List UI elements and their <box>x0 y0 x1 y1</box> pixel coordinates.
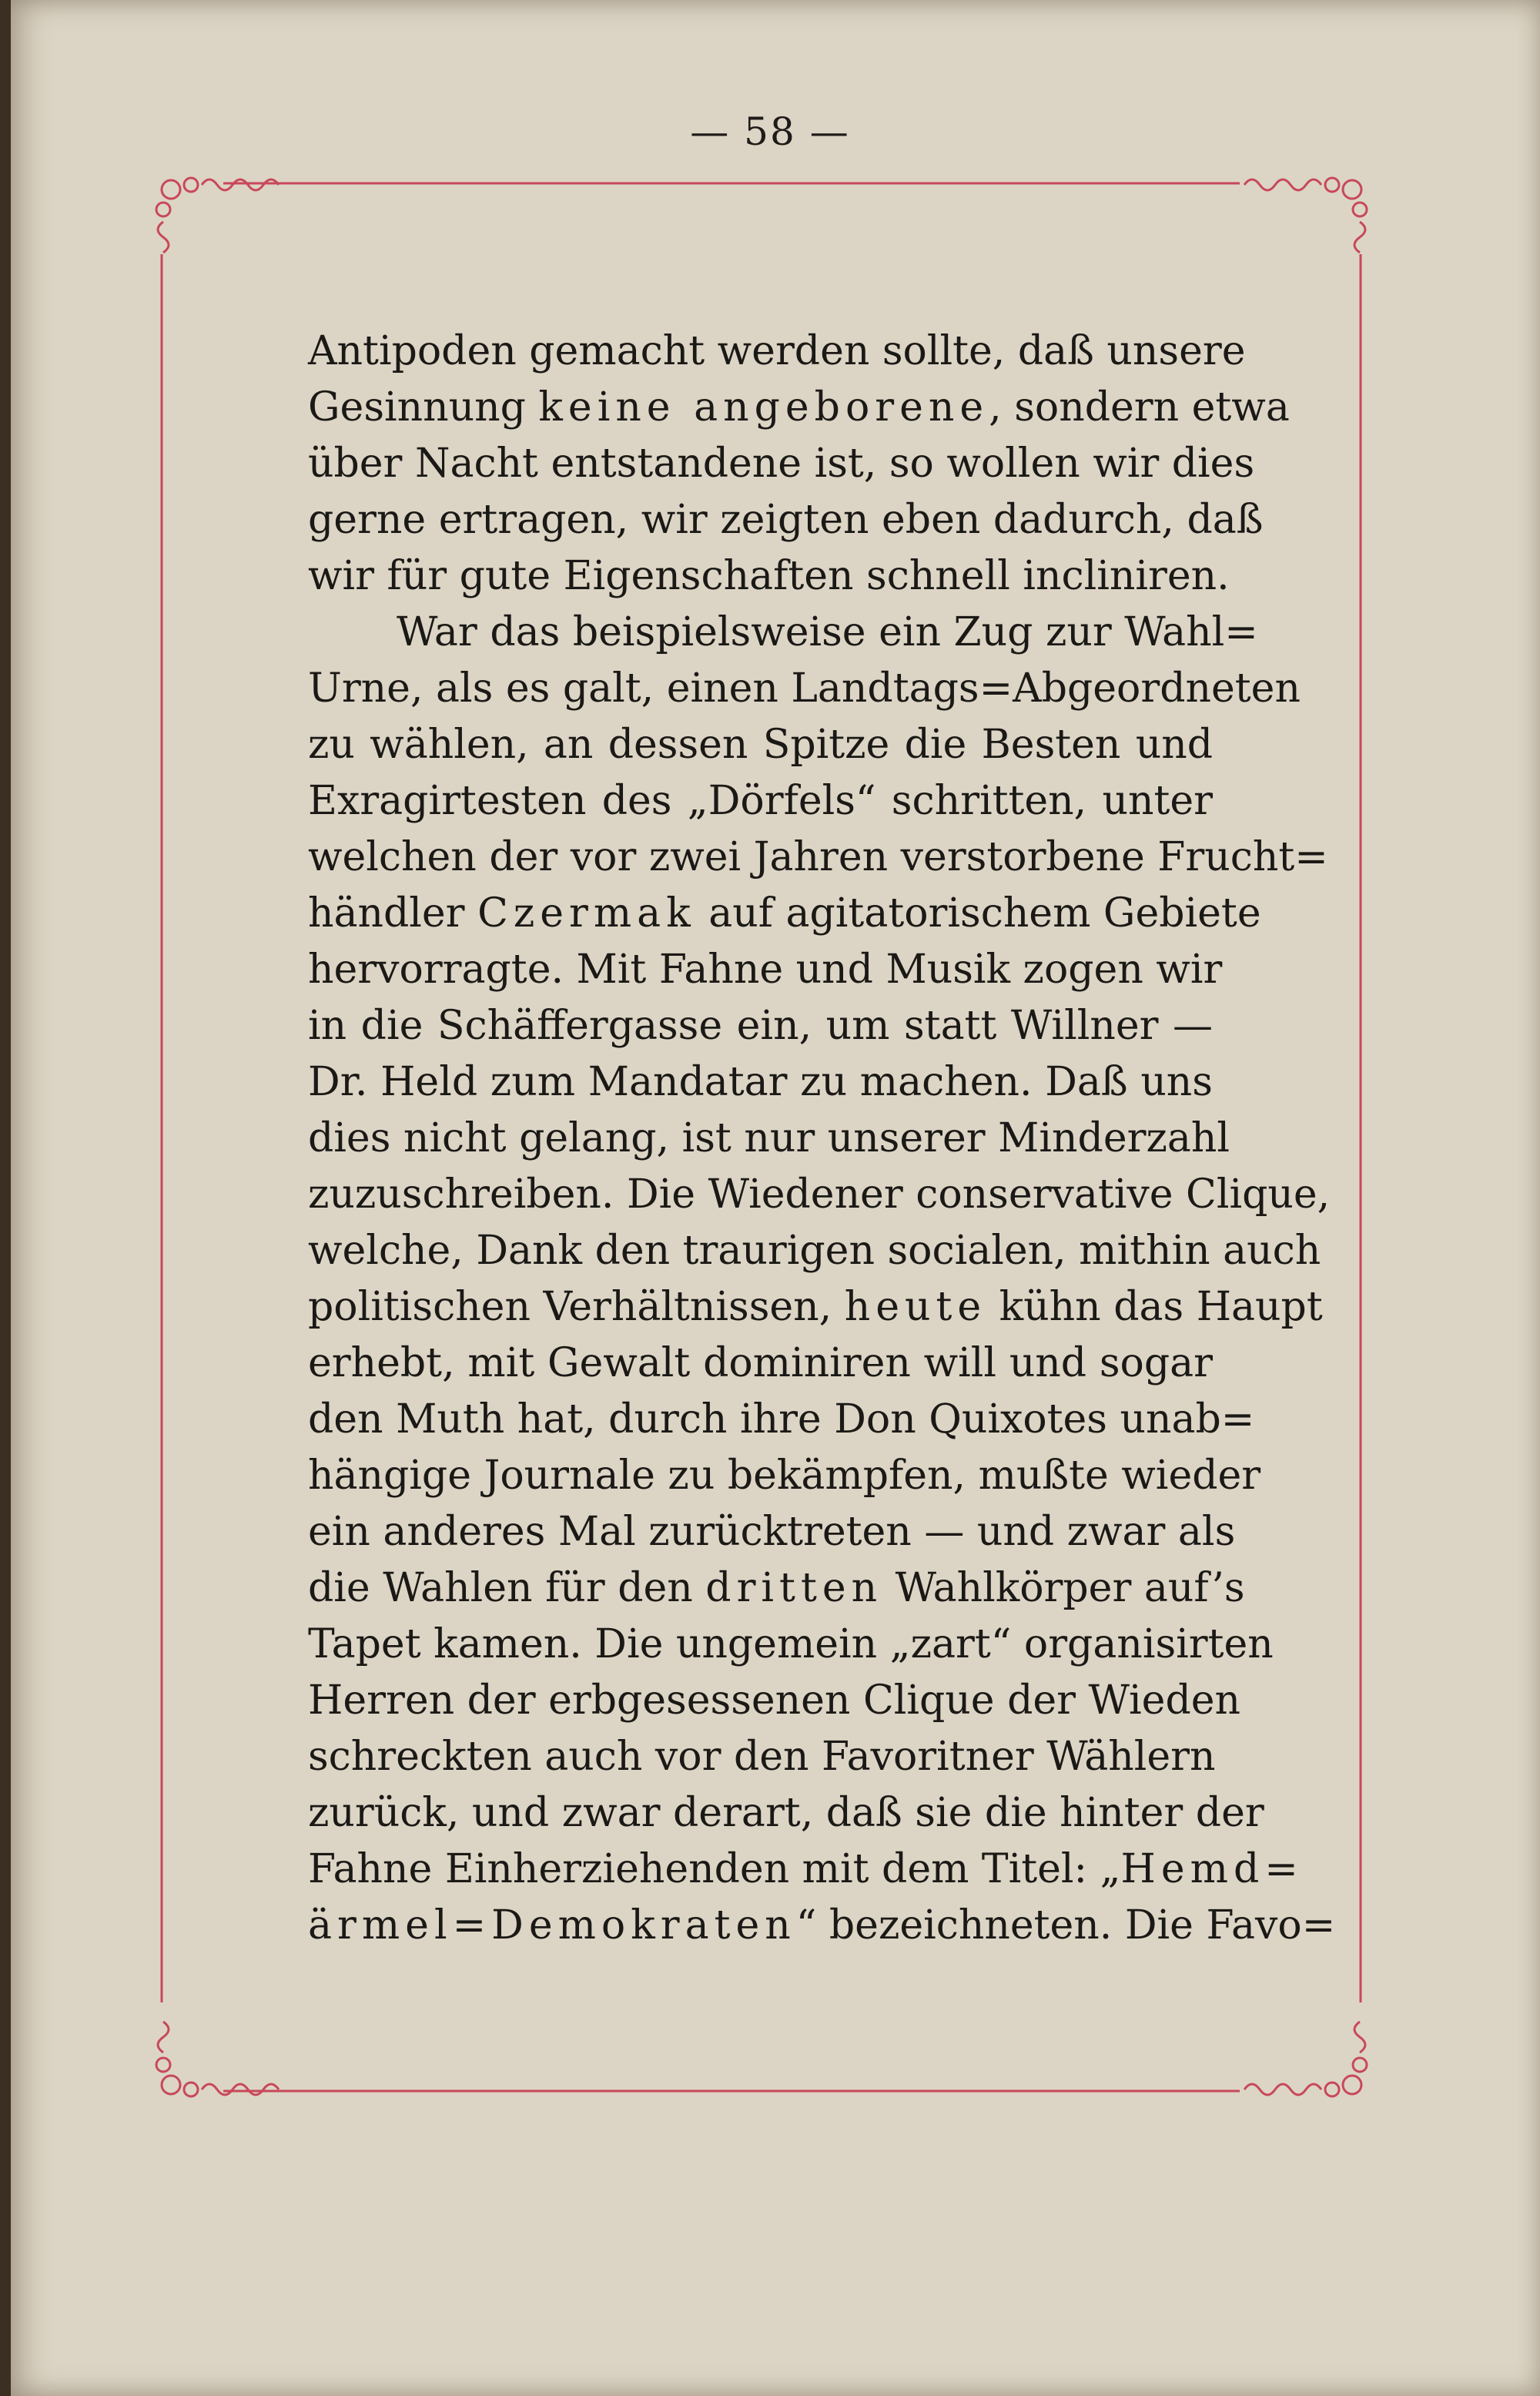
text-line: wir für gute Eigenschaften schnell incliniren. <box>308 553 1230 599</box>
text-line: Urne, als es galt, einen Landtags=Abgeordneten <box>308 665 1301 712</box>
text-line: händler Czermak auf agitatorischem Gebiete <box>308 890 1261 937</box>
text-line: dies nicht gelang, ist nur unserer Minderzahl <box>308 1115 1230 1161</box>
text-line: hervorragte. Mit Fahne und Musik zogen wir <box>308 947 1223 993</box>
page-number: — 58 — <box>690 109 850 154</box>
corner-ornament-bottom-right <box>1244 2022 1367 2096</box>
text-line: über Nacht entstandene ist, so wollen wir dies <box>308 441 1255 487</box>
text-line: erhebt, mit Gewalt dominiren will und sogar <box>308 1340 1213 1386</box>
text-line: zu wählen, an dessen Spitze die Besten und <box>308 722 1213 768</box>
text-line: Herren der erbgesessenen Clique der Wieden <box>308 1677 1241 1724</box>
corner-ornament-bottom-left <box>156 2022 279 2096</box>
text-line: in die Schäffergasse ein, um statt Willner — <box>308 1003 1213 1049</box>
text-line: Gesinnung keine angeborene, sondern etwa <box>308 384 1290 431</box>
text-line: Dr. Held zum Mandatar zu machen. Daß uns <box>308 1059 1213 1105</box>
text-line: War das beispielsweise ein Zug zur Wahl= <box>397 609 1258 655</box>
text-line: schreckten auch vor den Favoritner Wählern <box>308 1734 1216 1780</box>
text-line: Exragirtesten des „Dörfels“ schritten, unter <box>308 778 1213 824</box>
body-text <box>308 323 1336 1954</box>
corner-ornament-top-left <box>156 178 279 253</box>
text-line: ärmel=Demokraten“ bezeichneten. Die Favo= <box>308 1902 1336 1949</box>
text-line: Tapet kamen. Die ungemein „zart“ organisirten <box>308 1621 1274 1667</box>
text-line: gerne ertragen, wir zeigten eben dadurch, daß <box>308 497 1264 543</box>
text-line: den Muth hat, durch ihre Don Quixotes unab= <box>308 1396 1255 1443</box>
text-line: Fahne Einherziehenden mit dem Titel: „Hemd= <box>308 1846 1304 1892</box>
text-line: Antipoden gemacht werden sollte, daß unsere <box>308 328 1246 374</box>
text-line: zuzuschreiben. Die Wiedener conservative Clique, <box>308 1171 1331 1218</box>
text-line: welchen der vor zwei Jahren verstorbene Frucht= <box>308 834 1328 880</box>
text-line: ein anderes Mal zurücktreten — und zwar als <box>308 1509 1236 1555</box>
text-line: die Wahlen für den dritten Wahlkörper auf’s <box>308 1565 1245 1611</box>
text-line: zurück, und zwar derart, daß sie die hinter der <box>308 1790 1264 1836</box>
text-line: hängige Journale zu bekämpfen, mußte wieder <box>308 1453 1261 1499</box>
corner-ornament-top-right <box>1244 178 1367 253</box>
text-line: politischen Verhältnissen, heute kühn das Haupt <box>308 1284 1323 1330</box>
text-line: welche, Dank den traurigen socialen, mithin auch <box>308 1228 1321 1274</box>
